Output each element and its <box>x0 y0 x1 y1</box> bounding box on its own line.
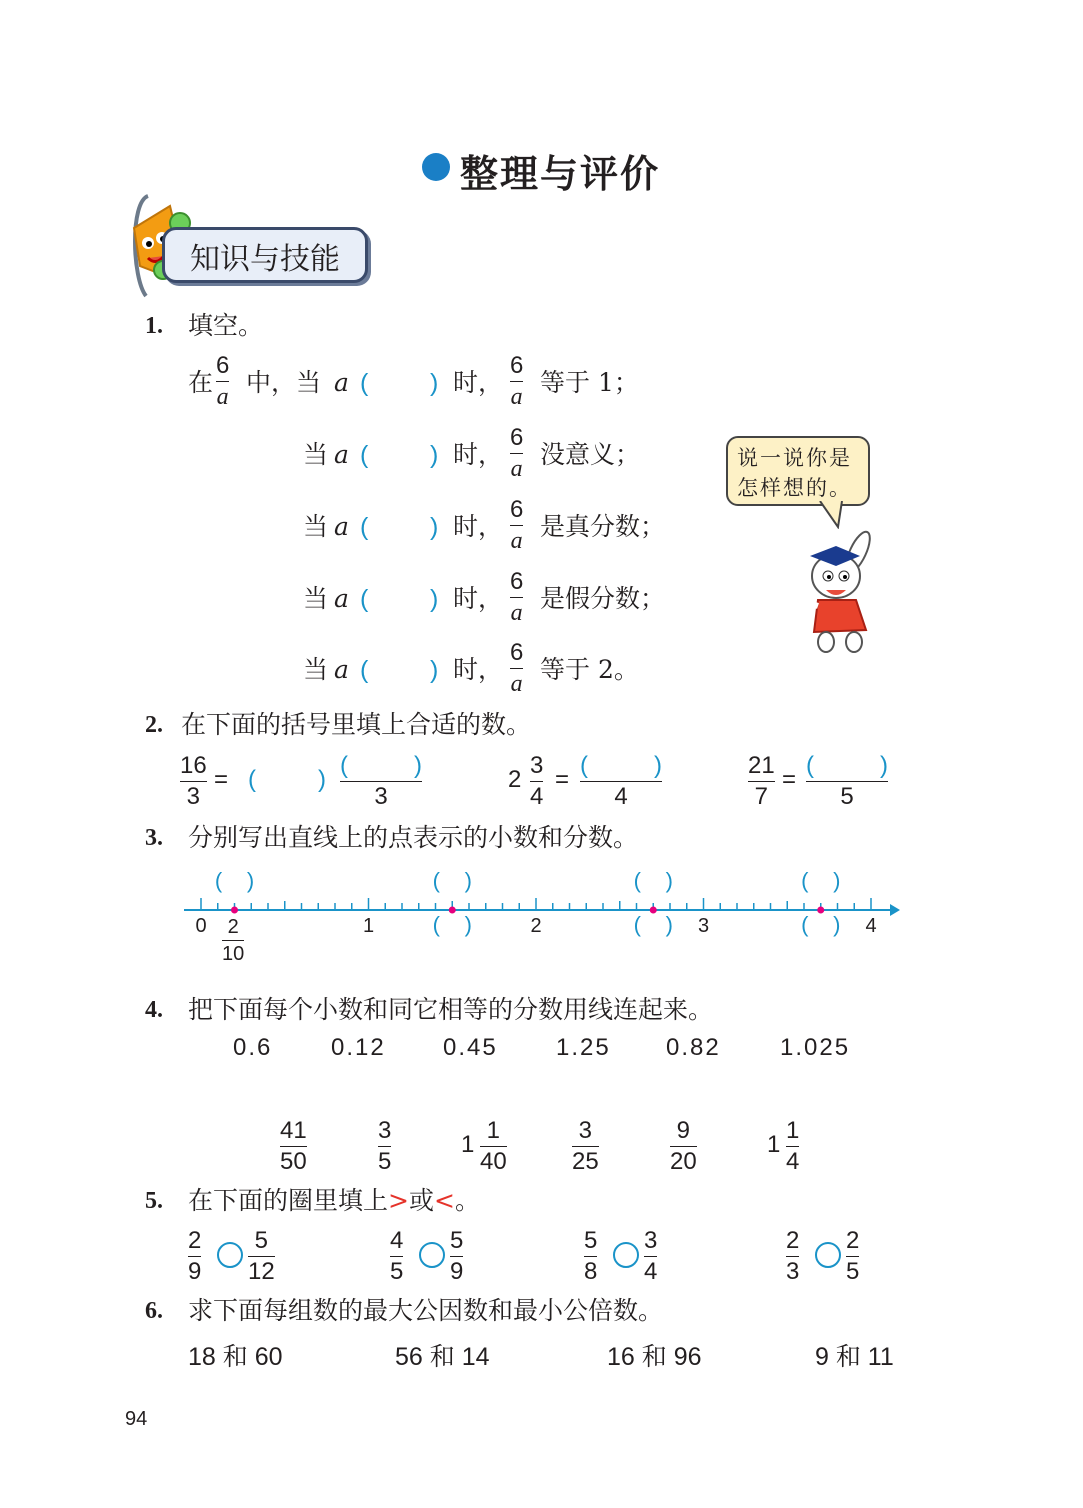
q1-when: 当 <box>303 584 329 613</box>
compare-circle[interactable] <box>217 1242 243 1268</box>
q4-number: 4. <box>145 997 163 1023</box>
q1-blank-left[interactable]: ( <box>360 656 369 684</box>
number-point <box>231 907 238 914</box>
rabbit-mascot-icon <box>796 530 891 655</box>
title-dot <box>422 153 450 181</box>
less-than-symbol: < <box>433 1186 455 1215</box>
answer-blank-left[interactable]: ( <box>432 868 440 893</box>
q6-number: 6. <box>145 1298 163 1324</box>
q2-b-eq: = <box>555 766 570 793</box>
q1-fraction: 6 a <box>510 424 524 482</box>
answer-blank-left[interactable]: ( <box>633 912 641 937</box>
q1-prefix: 在 <box>188 368 214 397</box>
q2-c-eq: = <box>782 766 797 793</box>
q2-b-whole: 2 <box>508 766 522 793</box>
q6-group: 18 和 60 <box>188 1343 283 1371</box>
q1-when: 当 <box>303 655 329 684</box>
q1-var-a: a <box>334 584 349 613</box>
q1-fraction: 6 a <box>510 568 524 626</box>
answer-blank-left[interactable]: ( <box>633 868 641 893</box>
axis-label: 2 <box>530 915 542 937</box>
q1-blank-right[interactable]: ) <box>430 656 439 684</box>
q1-fraction: 6 a <box>510 496 524 554</box>
q3-example-fraction: 2 10 <box>222 916 245 965</box>
bubble-tail-icon <box>818 501 848 529</box>
q5-or: 或 <box>408 1186 434 1215</box>
section-badge-label: 知识与技能 <box>190 243 340 276</box>
q1-var-a: a <box>334 655 349 684</box>
answer-blank-left[interactable]: ( <box>801 912 809 937</box>
q2-a-eq: = <box>214 766 229 793</box>
q1-ending: 等于 1； <box>540 368 639 397</box>
q2-a-fraction: 16 3 <box>180 752 207 810</box>
q1-var-a: a <box>334 512 349 541</box>
q1-ending: 没意义； <box>540 440 641 469</box>
answer-blank-right[interactable]: ) <box>665 912 673 937</box>
q6-group: 56 和 14 <box>395 1343 490 1371</box>
bubble-line-1: 说一说你是 <box>737 447 852 470</box>
q3-number: 3. <box>145 825 163 851</box>
q3-title: 分别写出直线上的点表示的小数和分数。 <box>188 823 639 852</box>
number-point <box>817 907 824 914</box>
q1-title: 填空。 <box>188 311 264 340</box>
q2-b-answer-fraction[interactable]: ( ) 4 <box>580 752 662 810</box>
q5-right-fraction: 5 12 <box>248 1227 275 1285</box>
q5-end: 。 <box>454 1186 480 1215</box>
q1-ending: 是真分数； <box>540 512 666 541</box>
answer-blank-left[interactable]: ( <box>214 868 223 893</box>
q2-title: 在下面的括号里填上合适的数。 <box>181 710 532 739</box>
q6-group: 16 和 96 <box>607 1343 702 1371</box>
axis-label: 0 <box>195 915 207 937</box>
q5-left-fraction: 5 8 <box>584 1227 598 1285</box>
q4-fraction-4[interactable]: 3 25 <box>572 1117 599 1175</box>
q5-left-fraction: 2 3 <box>786 1227 800 1285</box>
q4-decimal[interactable]: 0.82 <box>666 1034 721 1061</box>
number-point <box>449 907 456 914</box>
answer-blank-right[interactable]: ) <box>665 868 673 893</box>
answer-blank-left[interactable]: ( <box>801 868 809 893</box>
axis-label: 4 <box>865 915 877 937</box>
q1-shi: 时， <box>453 512 504 541</box>
q2-c-answer-fraction[interactable]: ( ) 5 <box>806 752 888 810</box>
q1-shi: 时， <box>453 655 504 684</box>
q1-blank-left[interactable]: ( <box>360 513 369 541</box>
q4-fraction-1[interactable]: 41 50 <box>280 1117 307 1175</box>
page-title: 整理与评价 <box>460 154 661 196</box>
q4-title: 把下面每个小数和同它相等的分数用线连起来。 <box>188 995 714 1024</box>
q4-fraction-3-whole: 1 <box>461 1131 475 1158</box>
page-number: 94 <box>125 1408 148 1430</box>
q4-fraction-5[interactable]: 9 20 <box>670 1117 697 1175</box>
compare-circle[interactable] <box>419 1242 445 1268</box>
q2-a-answer-fraction[interactable]: ( ) 3 <box>340 752 422 810</box>
q4-fraction-6-whole: 1 <box>767 1131 781 1158</box>
q1-fraction: 6 a <box>510 639 524 697</box>
q2-number: 2. <box>145 712 163 738</box>
q1-fraction-main: 6 a <box>216 352 230 410</box>
q1-var-a: a <box>334 368 349 397</box>
q1-mid: 中，当 <box>246 368 322 397</box>
axis-label: 3 <box>697 915 710 937</box>
q6-group: 9 和 11 <box>815 1343 894 1371</box>
answer-blank-right[interactable]: ) <box>464 912 472 937</box>
q5-right-fraction: 2 5 <box>846 1227 860 1285</box>
q4-decimal[interactable]: 1.025 <box>780 1034 851 1061</box>
number-line <box>0 860 1083 970</box>
bubble-line-2: 怎样想的。 <box>737 477 852 500</box>
q1-shi: 时， <box>453 368 504 397</box>
q4-fraction-3[interactable]: 1 40 <box>480 1117 507 1175</box>
q4-decimal[interactable]: 0.45 <box>443 1034 498 1061</box>
greater-than-symbol: > <box>388 1186 409 1215</box>
number-point <box>650 907 657 914</box>
q1-blank-right[interactable]: ) <box>430 585 439 613</box>
q1-blank-left[interactable]: ( <box>360 369 369 397</box>
q1-when: 当 <box>303 512 329 541</box>
q2-b-fraction: 3 4 <box>530 752 544 810</box>
answer-blank-right[interactable]: ) <box>246 868 255 893</box>
q1-blank-right[interactable]: ) <box>430 441 439 469</box>
q4-decimal[interactable]: 0.12 <box>331 1034 386 1061</box>
answer-blank-left[interactable]: ( <box>432 912 440 937</box>
q5-right-fraction: 5 9 <box>450 1227 464 1285</box>
q4-fraction-6[interactable]: 1 4 <box>786 1117 800 1175</box>
compare-circle[interactable] <box>815 1242 841 1268</box>
answer-blank-right[interactable]: ) <box>833 868 841 893</box>
q1-blank-left[interactable]: ( <box>360 441 369 469</box>
q1-blank-left[interactable]: ( <box>360 585 369 613</box>
answer-blank-right[interactable]: ) <box>833 912 841 937</box>
q6-title: 求下面每组数的最大公因数和最小公倍数。 <box>188 1296 664 1325</box>
q1-shi: 时， <box>453 584 504 613</box>
q1-shi: 时， <box>453 440 504 469</box>
q5-right-fraction: 3 4 <box>644 1227 658 1285</box>
q1-fraction: 6 a <box>510 352 524 410</box>
q5-left-fraction: 2 9 <box>188 1227 202 1285</box>
axis-label: 1 <box>362 915 375 937</box>
answer-blank-right[interactable]: ) <box>464 868 472 893</box>
compare-circle[interactable] <box>613 1242 639 1268</box>
q5-title <box>188 1186 480 1216</box>
q1-var-a: a <box>334 440 349 469</box>
q4-fraction-2[interactable]: 3 5 <box>378 1117 392 1175</box>
arrow-icon <box>890 904 900 916</box>
q1-blank-right[interactable]: ) <box>430 513 439 541</box>
q5-title-text: 在下面的圈里填上 <box>188 1186 389 1215</box>
q2-a-blank-left[interactable]: ( <box>248 766 256 793</box>
q1-ending: 等于 2。 <box>540 655 639 684</box>
q2-a-blank-right[interactable]: ) <box>318 766 326 793</box>
q5-number: 5. <box>145 1188 163 1214</box>
q1-when: 当 <box>303 440 329 469</box>
q4-decimal[interactable]: 0.6 <box>233 1034 273 1061</box>
q1-blank-right[interactable]: ) <box>430 369 439 397</box>
q1-ending: 是假分数； <box>540 584 666 613</box>
q4-decimal[interactable]: 1.25 <box>556 1034 611 1061</box>
q2-c-fraction: 21 7 <box>748 752 775 810</box>
q1-number: 1. <box>145 313 163 339</box>
q5-left-fraction: 4 5 <box>390 1227 404 1285</box>
